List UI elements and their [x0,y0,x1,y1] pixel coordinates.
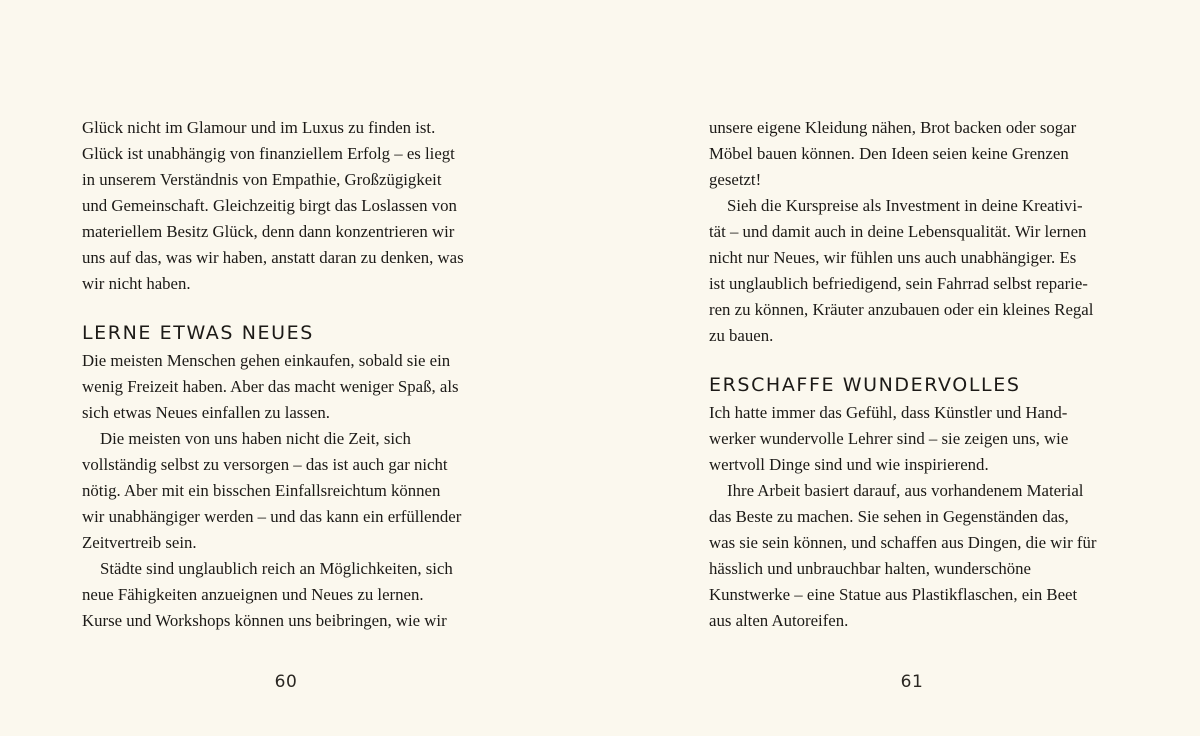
text-line: was sie sein können, und schaffen aus Dingen, die wir für [709,533,1097,552]
text-line: Die meisten von uns haben nicht die Zeit, sich [100,429,411,448]
paragraph [82,556,502,634]
page-number: 60 [274,672,298,692]
text-line: zu bauen. [709,326,774,345]
text-line: sich etwas Neues einfallen zu lassen. [82,403,330,422]
paragraph [709,400,1129,478]
text-line: Ich hatte immer das Gefühl, dass Künstler und Hand- [709,403,1068,422]
text-line: Kurse und Workshops können uns beibringen, wie wir [82,611,447,630]
paragraph [82,348,502,426]
text-line: neue Fähigkeiten anzueignen und Neues zu lernen. [82,585,424,604]
text-line: Möbel bauen können. Den Ideen seien keine Grenzen [709,144,1069,163]
right-intro-paragraph [709,115,1129,193]
paragraph [709,478,1129,634]
right-paragraph [709,193,1129,349]
text-line: hässlich und unbrauchbar halten, wunderschöne [709,559,1032,578]
text-line: in unserem Verständnis von Empathie, Großzügigkeit [82,170,442,189]
text-line: tät – und damit auch in deine Lebensqualität. Wir lernen [709,222,1087,241]
text-line: aus alten Autoreifen. [709,611,849,630]
text-line: materiellem Besitz Glück, denn dann konzentrieren wir [82,222,455,241]
text-line: Die meisten Menschen gehen einkaufen, sobald sie ein [82,351,451,370]
text-line: das Beste zu machen. Sie sehen in Gegenständen das, [709,507,1069,526]
text-line: wir nicht haben. [82,274,191,293]
text-line: unsere eigene Kleidung nähen, Brot backen oder sogar [709,118,1077,137]
text-line: ist unglaublich befriedigend, sein Fahrrad selbst reparie- [709,274,1088,293]
text-line: Glück nicht im Glamour und im Luxus zu finden ist. [82,118,436,137]
text-line: ren zu können, Kräuter anzubauen oder ein kleines Regal [709,300,1094,319]
text-line: nicht nur Neues, wir fühlen uns auch unabhängiger. Es [709,248,1077,267]
paragraph [82,426,502,556]
section-create-wonderful [709,370,1129,634]
text-line: Glück ist unabhängig von finanziellem Erfolg – es liegt [82,144,455,163]
text-line: uns auf das, was wir haben, anstatt daran zu denken, was [82,248,464,267]
text-line: Sieh die Kurspreise als Investment in deine Kreativi- [727,196,1083,215]
text-line: Städte sind unglaublich reich an Möglichkeiten, sich [100,559,453,578]
text-line: und Gemeinschaft. Gleichzeitig birgt das Loslassen von [82,196,457,215]
text-line: wenig Freizeit haben. Aber das macht weniger Spaß, als [82,377,459,396]
text-line: Ihre Arbeit basiert darauf, aus vorhandenem Material [727,481,1084,500]
section-heading: LERNE ETWAS NEUES [82,322,314,344]
section-learn-something-new [82,318,502,634]
text-line: nötig. Aber mit ein bisschen Einfallsreichtum können [82,481,441,500]
text-line: wertvoll Dinge sind und wie inspirierend. [709,455,989,474]
text-line: gesetzt! [709,170,762,189]
text-line: Kunstwerke – eine Statue aus Plastikflaschen, ein Beet [709,585,1078,604]
text-line: Zeitvertreib sein. [82,533,197,552]
left-intro-paragraph [82,115,502,297]
section-heading: ERSCHAFFE WUNDERVOLLES [709,374,1021,396]
right-page [600,0,1200,736]
text-line: werker wundervolle Lehrer sind – sie zeigen uns, wie [709,429,1069,448]
text-line: vollständig selbst zu versorgen – das ist auch gar nicht [82,455,448,474]
text-line: wir unabhängiger werden – und das kann ein erfüllender [82,507,462,526]
page-number: 61 [900,672,924,692]
